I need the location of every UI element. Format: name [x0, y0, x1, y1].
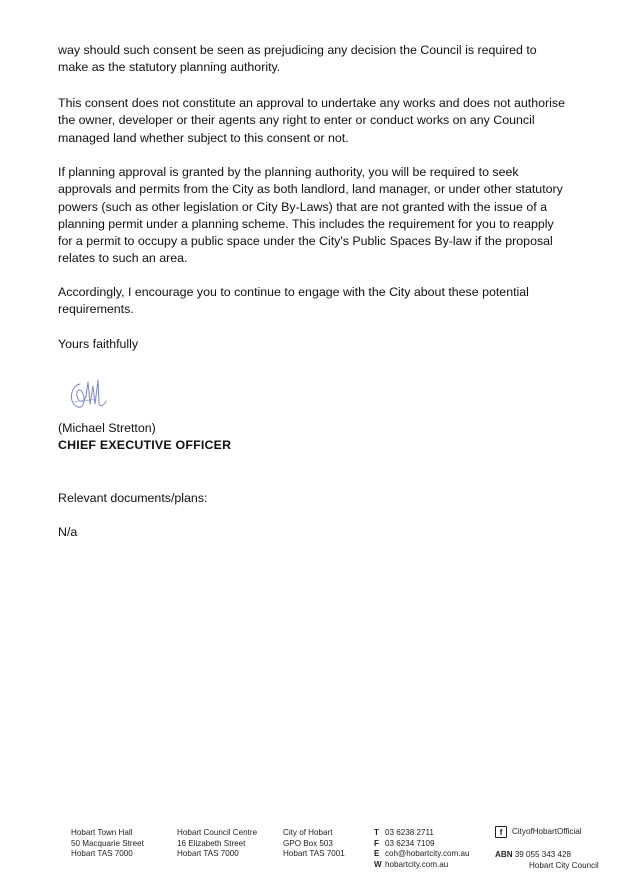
- abn-number: 39 055 343 428: [514, 850, 572, 859]
- contact-fax: [374, 839, 470, 850]
- address-line: Hobart TAS 7000: [71, 849, 133, 859]
- paragraph-text: way should such consent be seen as prejudicing any decision the Council is required to make as the statutory planning authority.: [58, 43, 537, 75]
- footer-address-postal: [283, 828, 345, 860]
- footer-social-abn: [495, 826, 599, 871]
- footer-address-town-hall: [71, 828, 144, 860]
- paragraph-consent-prejudice: [58, 42, 570, 77]
- signature-image: [66, 374, 112, 414]
- council-name: Hobart City Council: [529, 860, 599, 870]
- paragraph-text: This consent does not constitute an approval to undertake any works and does not authorise the owner, developer or their agents any right to enter or conduct works on any Council managed land whether subject to this consent or not.: [58, 96, 565, 145]
- abn-line: [495, 850, 599, 861]
- address-line: Hobart TAS 7001: [283, 849, 345, 859]
- address-line: Hobart Council Centre: [177, 828, 258, 837]
- paragraph-engage: [58, 284, 570, 319]
- contact-key: T: [374, 828, 379, 837]
- contact-key: E: [374, 849, 380, 859]
- paragraph-text: Accordingly, I encourage you to continue to engage with the City about these potential requirements.: [58, 285, 529, 317]
- paragraph-no-approval: [58, 95, 570, 147]
- signer-title: CHIEF EXECUTIVE OFFICER: [58, 438, 232, 452]
- address-line: 16 Elizabeth Street: [177, 838, 246, 848]
- footer-contact: [374, 828, 470, 870]
- relevant-documents-value: N/a: [58, 525, 78, 539]
- address-line: 50 Macquarie Street: [71, 838, 144, 848]
- contact-value: 03 6238 2711: [385, 828, 434, 837]
- contact-key: W: [374, 859, 382, 869]
- contact-value: coh@hobartcity.com.au: [385, 849, 470, 859]
- contact-email: [374, 849, 470, 860]
- paragraph-planning-approval: [58, 164, 570, 268]
- contact-value: 03 6234 7109: [385, 838, 435, 848]
- facebook-icon: f: [495, 826, 507, 838]
- signer-name: (Michael Stretton): [58, 421, 156, 435]
- relevant-documents-heading: Relevant documents/plans:: [58, 491, 208, 505]
- contact-phone: [374, 828, 470, 839]
- address-line: City of Hobart: [283, 828, 333, 837]
- facebook-handle: CityofHobartOfficial: [512, 826, 582, 836]
- address-line: Hobart Town Hall: [71, 828, 133, 837]
- contact-value: hobartcity.com.au: [385, 859, 449, 869]
- address-line: Hobart TAS 7000: [177, 849, 239, 859]
- paragraph-text: If planning approval is granted by the planning authority, you will be required to seek approvals and permits from the City as both landlord, land manager, or under other statutory powers (such as other legislation or City By-Laws) that are not granted with the issue of a planning permit under a planning scheme. This includes the requirement for you to reapply for a permit to occupy a public space under the City's Public Spaces By-law if the proposal relates to such an area.: [58, 165, 563, 266]
- abn-label: ABN: [495, 850, 513, 859]
- closing-salutation: Yours faithfully: [58, 337, 139, 351]
- contact-key: F: [374, 838, 379, 848]
- facebook-row: [495, 826, 599, 838]
- contact-web: [374, 860, 470, 871]
- address-line: GPO Box 503: [283, 838, 333, 848]
- footer-address-council-centre: [177, 828, 257, 860]
